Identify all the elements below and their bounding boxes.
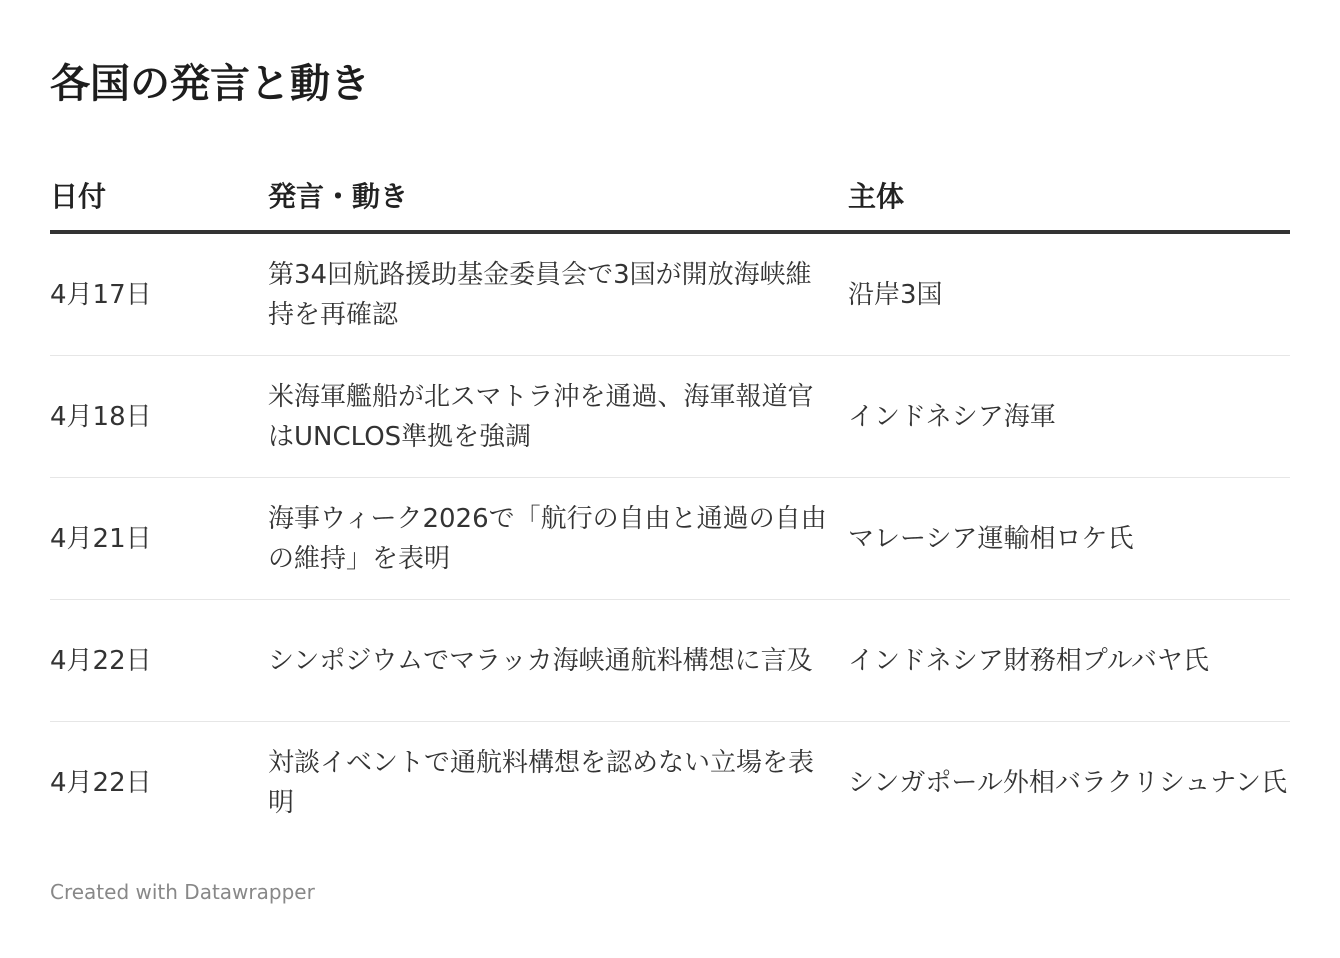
cell-date: 4月22日 [50, 767, 152, 798]
table-row [50, 478, 1290, 600]
cell-date: 4月17日 [50, 232, 268, 356]
cell-actor: マレーシア運輸相ロケ氏 [848, 478, 1290, 600]
cell-statement: 対談イベントで通航料構想を認めない立場を表明 [268, 747, 815, 818]
table-row [50, 232, 1290, 356]
cell-statement: 米海軍艦船が北スマトラ沖を通過、海軍報道官はUNCLOS準拠を強調 [268, 356, 848, 478]
cell-actor: 沿岸3国 [848, 232, 1290, 356]
table-header-row [50, 160, 1290, 232]
attribution-footer[interactable]: Created with Datawrapper [50, 880, 315, 904]
cell-actor: インドネシア海軍 [848, 356, 1290, 478]
table-row [50, 722, 1290, 844]
cell-date: 4月22日 [50, 600, 268, 722]
cell-actor: シンガポール外相バラクリシュナン氏 [848, 767, 1288, 798]
data-table [50, 160, 1290, 843]
cell-date: 4月18日 [50, 356, 268, 478]
cell-statement: 第34回航路援助基金委員会で3国が開放海峡維持を再確認 [268, 232, 848, 356]
column-header-actor[interactable]: 主体 [848, 160, 1290, 232]
table-row [50, 356, 1290, 478]
cell-statement: 海事ウィーク2026で「航行の自由と通過の自由の維持」を表明 [268, 478, 848, 600]
cell-actor: インドネシア財務相プルバヤ氏 [848, 600, 1290, 722]
table-title: 各国の発言と動き [50, 61, 370, 107]
table-row [50, 600, 1290, 722]
cell-date: 4月21日 [50, 478, 268, 600]
column-header-statement[interactable]: 発言・動き [268, 160, 848, 232]
cell-statement: シンポジウムでマラッカ海峡通航料構想に言及 [268, 600, 848, 722]
column-header-date[interactable]: 日付 [50, 160, 268, 232]
